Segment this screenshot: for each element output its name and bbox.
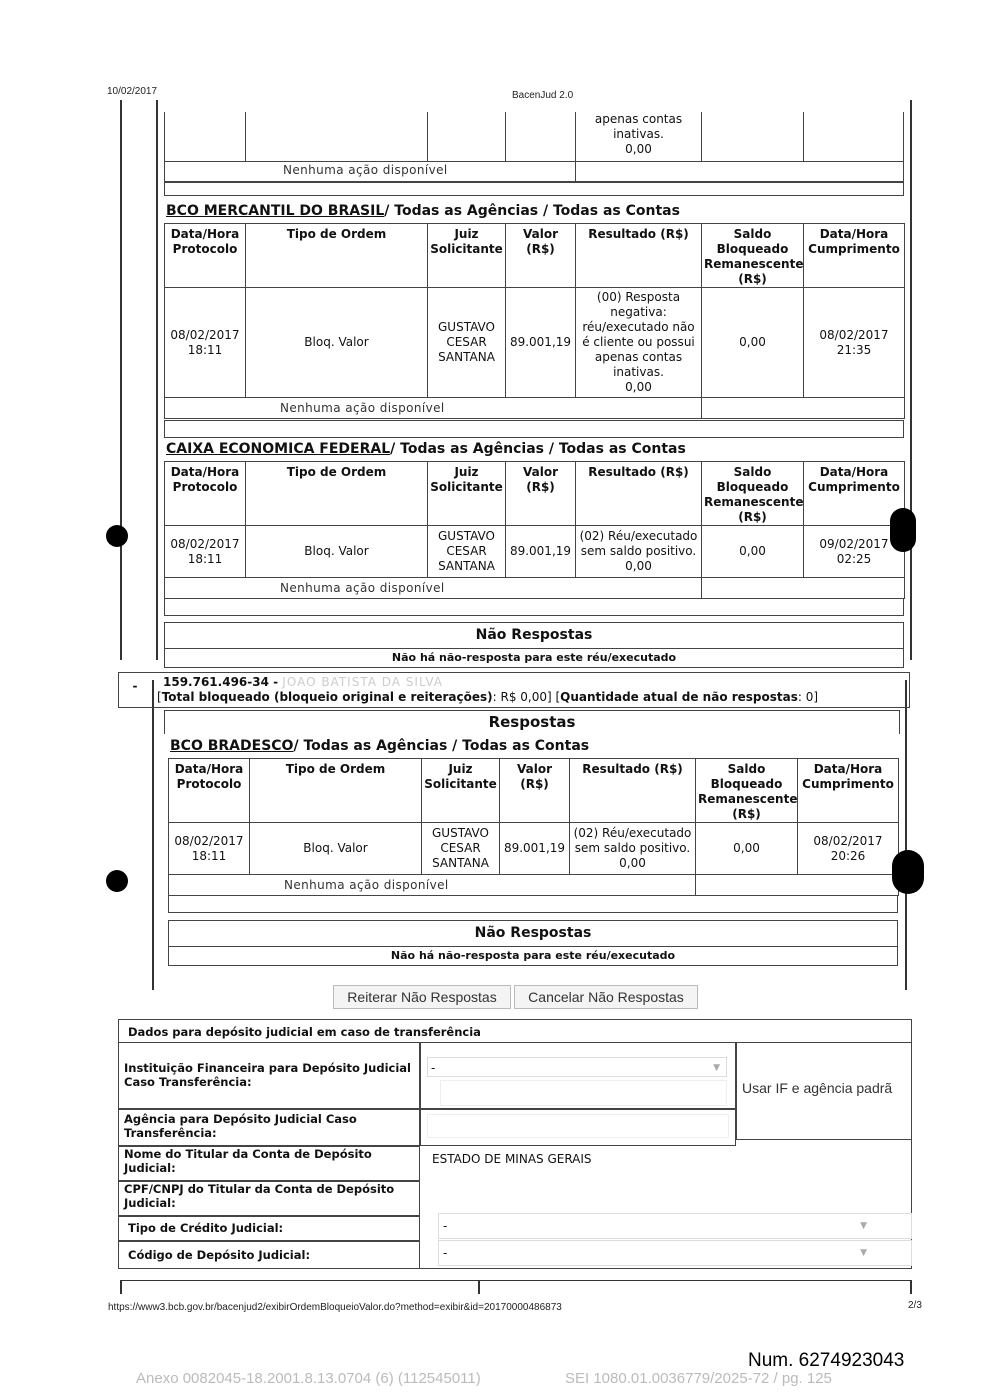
col-saldo: Saldo Bloqueado Remanescente (R$) [702, 462, 804, 526]
cell-tipo: Bloq. Valor [250, 823, 422, 875]
cell-resultado: (00) Resposta negativa: réu/executado não é cliente ou possui apenas contas inativas. 0,00 [576, 288, 702, 398]
bank-title-2 [166, 441, 686, 457]
top-no-action: Nenhuma ação disponível [283, 163, 448, 177]
col-cumprimento: Data/Hora Cumprimento [804, 462, 905, 526]
bank-table-1 [164, 223, 905, 419]
cell-tipo: Bloq. Valor [246, 288, 428, 398]
cell-juiz: GUSTAVO CESAR SANTANA [428, 526, 506, 578]
reu-doc-number: 159.761.496-34 - [163, 675, 279, 689]
spacer-row [164, 182, 904, 196]
col-cumprimento: Data/Hora Cumprimento [798, 759, 899, 823]
top-noaction-row [164, 161, 904, 182]
tipo-label: Tipo de Crédito Judicial: [128, 1221, 284, 1235]
tipo-select[interactable] [438, 1213, 912, 1239]
col-resultado: Resultado (R$) [570, 759, 696, 823]
inst-input[interactable] [440, 1080, 727, 1106]
col-saldo: Saldo Bloqueado Remanescente (R$) [702, 224, 804, 288]
bank-scope: / Todas as Agências / Todas as Contas [390, 441, 686, 457]
codigo-value: - [443, 1246, 448, 1260]
col-tipo: Tipo de Ordem [250, 759, 422, 823]
no-action: Nenhuma ação disponível [165, 398, 702, 419]
chevron-down-icon: ▼ [860, 1221, 867, 1231]
document-number: Num. 6274923043 [748, 1350, 905, 1371]
print-page: 2/3 [908, 1300, 922, 1311]
cpf-label: CPF/CNPJ do Titular da Conta de Depósito Judicial: [124, 1182, 395, 1210]
cell-valor: 89.001,19 [506, 288, 576, 398]
col-valor: Valor (R$) [500, 759, 570, 823]
frame-line-right-2 [905, 680, 907, 990]
col-data-hora: Data/Hora Protocolo [169, 759, 250, 823]
reu-doc [163, 675, 443, 689]
bank-scope: / Todas as Agências / Todas as Contas [384, 203, 680, 219]
codigo-label: Código de Depósito Judicial: [128, 1248, 311, 1262]
cell-tipo: Bloq. Valor [246, 526, 428, 578]
titular-value: ESTADO DE MINAS GERAIS [432, 1152, 592, 1166]
agencia-label: Agência para Depósito Judicial Caso Transferência: [124, 1112, 357, 1140]
bank-name: BCO MERCANTIL DO BRASIL [166, 203, 385, 219]
reu-totals: [Total bloqueado (bloqueio original e reiterações): R$ 0,00] [Quantidade atual de não respostas: 0] [157, 690, 819, 704]
inst-value: - [431, 1061, 436, 1075]
col-tipo: Tipo de Ordem [246, 462, 428, 526]
cell-cumprimento: 08/02/2017 20:26 [798, 823, 899, 875]
qtd-label: Quantidade atual de não respostas [560, 690, 798, 704]
bank-name: BCO BRADESCO [170, 738, 294, 754]
punch-hole-mark [890, 508, 916, 552]
cancelar-button[interactable]: Cancelar Não Respostas [514, 985, 698, 1009]
punch-hole-mark [106, 525, 128, 547]
cell-cumprimento: 08/02/2017 21:35 [804, 288, 905, 398]
punch-hole-mark [892, 850, 924, 894]
punch-hole-mark [106, 870, 128, 892]
cell-saldo: 0,00 [702, 526, 804, 578]
inst-select[interactable] [427, 1057, 727, 1077]
print-title: BacenJud 2.0 [512, 90, 574, 101]
codigo-select[interactable] [438, 1240, 912, 1266]
cell-cumprimento: 09/02/2017 02:25 [804, 526, 905, 578]
top-fragment-result: apenas contas inativas. 0,00 [594, 112, 683, 156]
usar-if-button[interactable]: Usar IF e agência padrã [742, 1080, 893, 1096]
col-data-hora: Data/Hora Protocolo [165, 224, 246, 288]
spacer-row [164, 598, 904, 616]
bank-table-2 [164, 461, 905, 599]
cell-resultado: (02) Réu/executado sem saldo positivo. 0,00 [576, 526, 702, 578]
col-resultado: Resultado (R$) [576, 224, 702, 288]
sei-text: SEI 1080.01.0036779/2025-72 / pg. 125 [565, 1370, 832, 1387]
cell-juiz: GUSTAVO CESAR SANTANA [428, 288, 506, 398]
collapse-toggle[interactable]: - [132, 679, 138, 693]
titular-label: Nome do Titular da Conta de Depósito Judicial: [124, 1147, 372, 1175]
reu-name: JOAO BATISTA DA SILVA [282, 675, 443, 689]
cell-protocolo: 08/02/2017 18:11 [169, 823, 250, 875]
anexo-text: Anexo 0082045-18.2001.8.13.0704 (6) (112545011) [136, 1370, 481, 1387]
reiterar-button[interactable]: Reiterar Não Respostas [333, 985, 511, 1009]
col-saldo: Saldo Bloqueado Remanescente (R$) [696, 759, 798, 823]
nao-respostas-title: Não Respostas [474, 925, 592, 941]
col-data-hora: Data/Hora Protocolo [165, 462, 246, 526]
col-valor: Valor (R$) [506, 224, 576, 288]
frame-line-left-outer [120, 100, 122, 660]
col-juiz: Juiz Solicitante [428, 224, 506, 288]
chevron-down-icon: ▼ [860, 1248, 867, 1258]
frame-line-right [910, 100, 912, 660]
deposito-title: Dados para depósito judicial em caso de transferência [128, 1025, 481, 1039]
agencia-input[interactable] [427, 1114, 729, 1138]
cell-resultado: (02) Réu/executado sem saldo positivo. 0,00 [570, 823, 696, 875]
spacer-row [168, 895, 898, 913]
print-date: 10/02/2017 [107, 86, 158, 97]
frame-line-left-inner [156, 100, 158, 660]
frame-line-left-2 [152, 680, 154, 990]
bank-title-3 [170, 738, 589, 754]
tipo-value: - [443, 1219, 448, 1233]
nao-respostas-title: Não Respostas [475, 627, 593, 643]
top-fragment-row [164, 112, 904, 162]
no-action: Nenhuma ação disponível [165, 578, 702, 599]
respostas-title: Respostas [488, 713, 576, 731]
cell-protocolo: 08/02/2017 18:11 [165, 526, 246, 578]
bank-table-3 [168, 758, 899, 896]
total-label: Total bloqueado (bloqueio original e reiterações) [161, 690, 493, 704]
col-juiz: Juiz Solicitante [422, 759, 500, 823]
total-value: : R$ 0,00] [ [492, 690, 561, 704]
col-valor: Valor (R$) [506, 462, 576, 526]
chevron-down-icon: ▼ [713, 1063, 720, 1073]
cell-saldo: 0,00 [702, 288, 804, 398]
col-juiz: Juiz Solicitante [428, 462, 506, 526]
cell-valor: 89.001,19 [500, 823, 570, 875]
cell-valor: 89.001,19 [506, 526, 576, 578]
nao-respostas-text: Não há não-resposta para este réu/executado [390, 949, 676, 962]
nao-respostas-text: Não há não-resposta para este réu/executado [391, 651, 677, 664]
print-url: https://www3.bcb.gov.br/bacenjud2/exibirOrdemBloqueioValor.do?method=exibir&id=20170000486873 [108, 1302, 562, 1313]
bank-name: CAIXA ECONOMICA FEDERAL [166, 441, 391, 457]
col-cumprimento: Data/Hora Cumprimento [804, 224, 905, 288]
col-tipo: Tipo de Ordem [246, 224, 428, 288]
cell-juiz: GUSTAVO CESAR SANTANA [422, 823, 500, 875]
bank-title-1 [166, 203, 680, 219]
qtd-value: : 0] [797, 690, 819, 704]
cell-saldo: 0,00 [696, 823, 798, 875]
cell-protocolo: 08/02/2017 18:11 [165, 288, 246, 398]
bank-scope: / Todas as Agências / Todas as Contas [293, 738, 590, 754]
no-action: Nenhuma ação disponível [169, 875, 696, 896]
col-resultado: Resultado (R$) [576, 462, 702, 526]
inst-label: Instituição Financeira para Depósito Judicial Caso Transferência: [124, 1061, 411, 1089]
spacer-row [164, 420, 904, 438]
